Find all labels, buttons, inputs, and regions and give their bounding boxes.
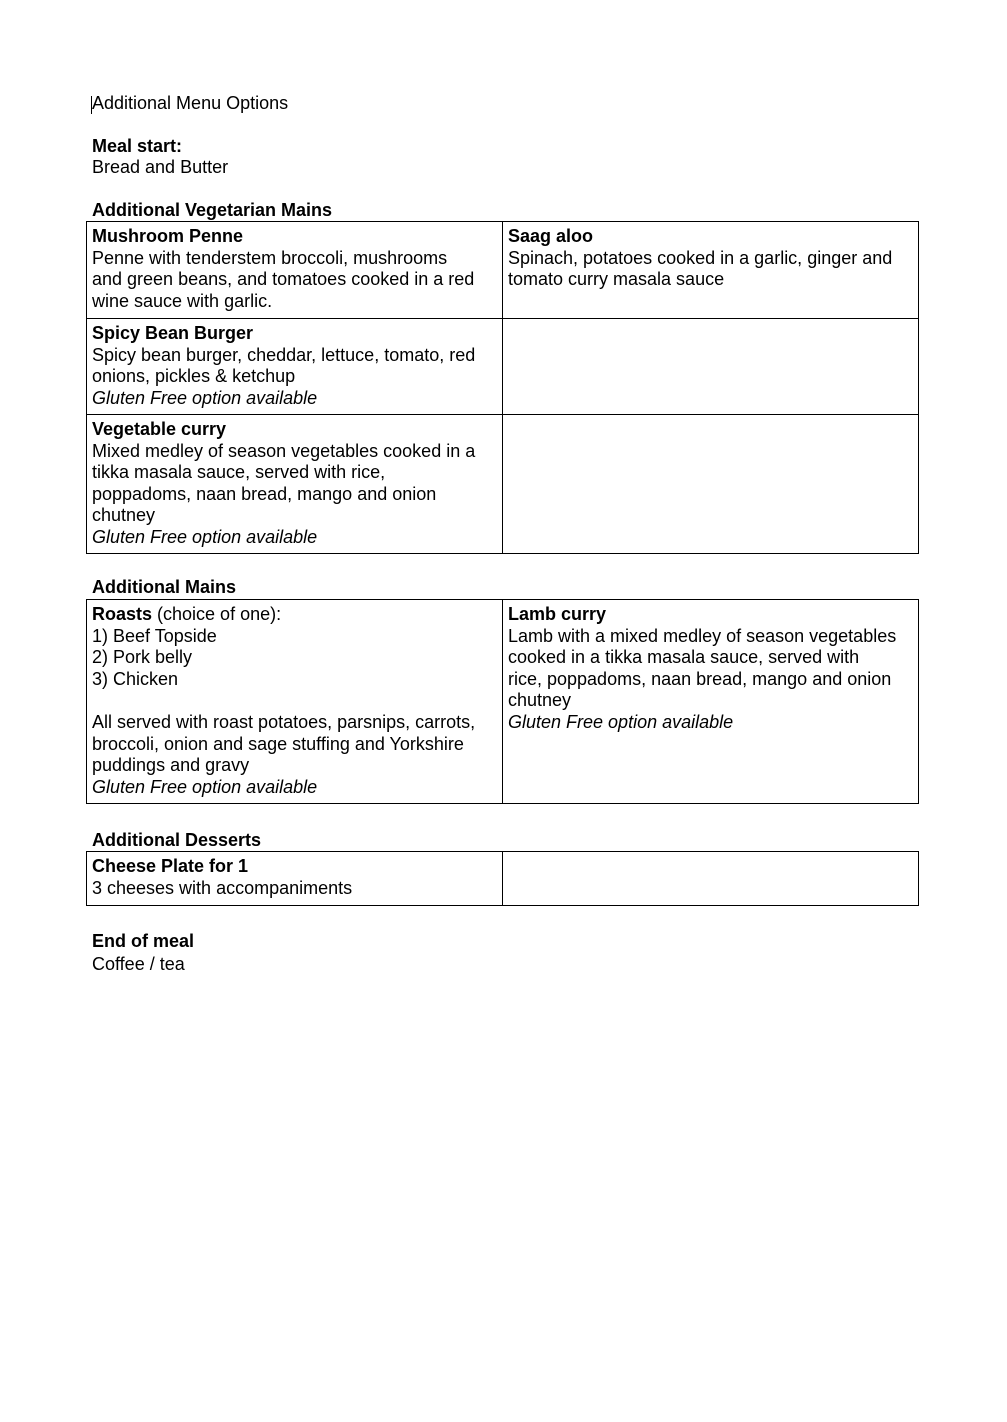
item-desc: chutney [92, 505, 156, 526]
end-of-meal-heading: End of meal [92, 931, 195, 951]
item-desc: onions, pickles & ketchup [92, 366, 296, 387]
item-desc: Penne with tenderstem broccoli, mushrooms [92, 247, 448, 268]
empty-cell [503, 415, 919, 554]
item-desc: chutney [508, 690, 572, 711]
item-desc: cooked in a tikka masala sauce, served with [508, 647, 860, 668]
menu-item-spicy-bean-burger [87, 319, 503, 415]
mains-heading: Additional Mains [92, 577, 236, 597]
roast-option: 2) Pork belly [92, 647, 193, 668]
menu-item-roasts [87, 600, 503, 804]
item-desc: broccoli, onion and sage stuffing and Yorkshire [92, 733, 464, 754]
item-desc: and green beans, and tomatoes cooked in a red [92, 269, 475, 290]
item-desc: 3 cheeses with accompaniments [92, 877, 353, 898]
gluten-free-note: Gluten Free option available [92, 776, 318, 797]
desserts-heading: Additional Desserts [92, 830, 262, 850]
menu-item-vegetable-curry [87, 415, 503, 554]
empty-cell [503, 852, 919, 906]
roast-option: 1) Beef Topside [92, 625, 217, 646]
vegetarian-mains-heading: Additional Vegetarian Mains [92, 200, 333, 220]
item-name: Mushroom Penne [92, 226, 244, 246]
gluten-free-note: Gluten Free option available [92, 526, 318, 547]
gluten-free-note: Gluten Free option available [92, 387, 318, 408]
item-name: Roasts [92, 604, 153, 624]
item-desc: poppadoms, naan bread, mango and onion [92, 483, 437, 504]
item-name: Lamb curry [508, 604, 607, 624]
item-name: Cheese Plate for 1 [92, 856, 249, 876]
item-desc: tikka masala sauce, served with rice, [92, 462, 386, 483]
item-desc: rice, poppadoms, naan bread, mango and onion [508, 668, 892, 689]
item-desc: Spinach, potatoes cooked in a garlic, ginger and [508, 247, 893, 268]
item-desc: Lamb with a mixed medley of season vegetables [508, 625, 897, 646]
roast-option: 3) Chicken [92, 668, 179, 689]
menu-item-lamb-curry [503, 600, 919, 804]
item-desc: puddings and gravy [92, 755, 250, 776]
item-qualifier: (choice of one): [152, 604, 282, 624]
gluten-free-note: Gluten Free option available [508, 711, 734, 732]
item-name: Vegetable curry [92, 419, 227, 439]
meal-start-heading: Meal start: [92, 136, 183, 156]
item-desc: Mixed medley of season vegetables cooked in a [92, 440, 476, 461]
end-of-meal-text: Coffee / tea [92, 954, 185, 974]
item-desc: wine sauce with garlic. [92, 290, 273, 311]
menu-item-cheese-plate [87, 852, 503, 906]
meal-start-text: Bread and Butter [92, 157, 229, 177]
desserts-table [86, 851, 919, 906]
item-name: Saag aloo [508, 226, 594, 246]
item-desc: All served with roast potatoes, parsnips, carrots, [92, 711, 476, 732]
mains-table [86, 599, 919, 804]
document-title: Additional Menu Options [92, 93, 289, 113]
item-desc: Spicy bean burger, cheddar, lettuce, tomato, red [92, 344, 476, 365]
item-name: Spicy Bean Burger [92, 323, 254, 343]
menu-item-mushroom-penne [87, 222, 503, 319]
vegetarian-mains-table [86, 221, 919, 554]
empty-cell [503, 319, 919, 415]
menu-item-saag-aloo [503, 222, 919, 319]
item-desc: tomato curry masala sauce [508, 269, 725, 290]
